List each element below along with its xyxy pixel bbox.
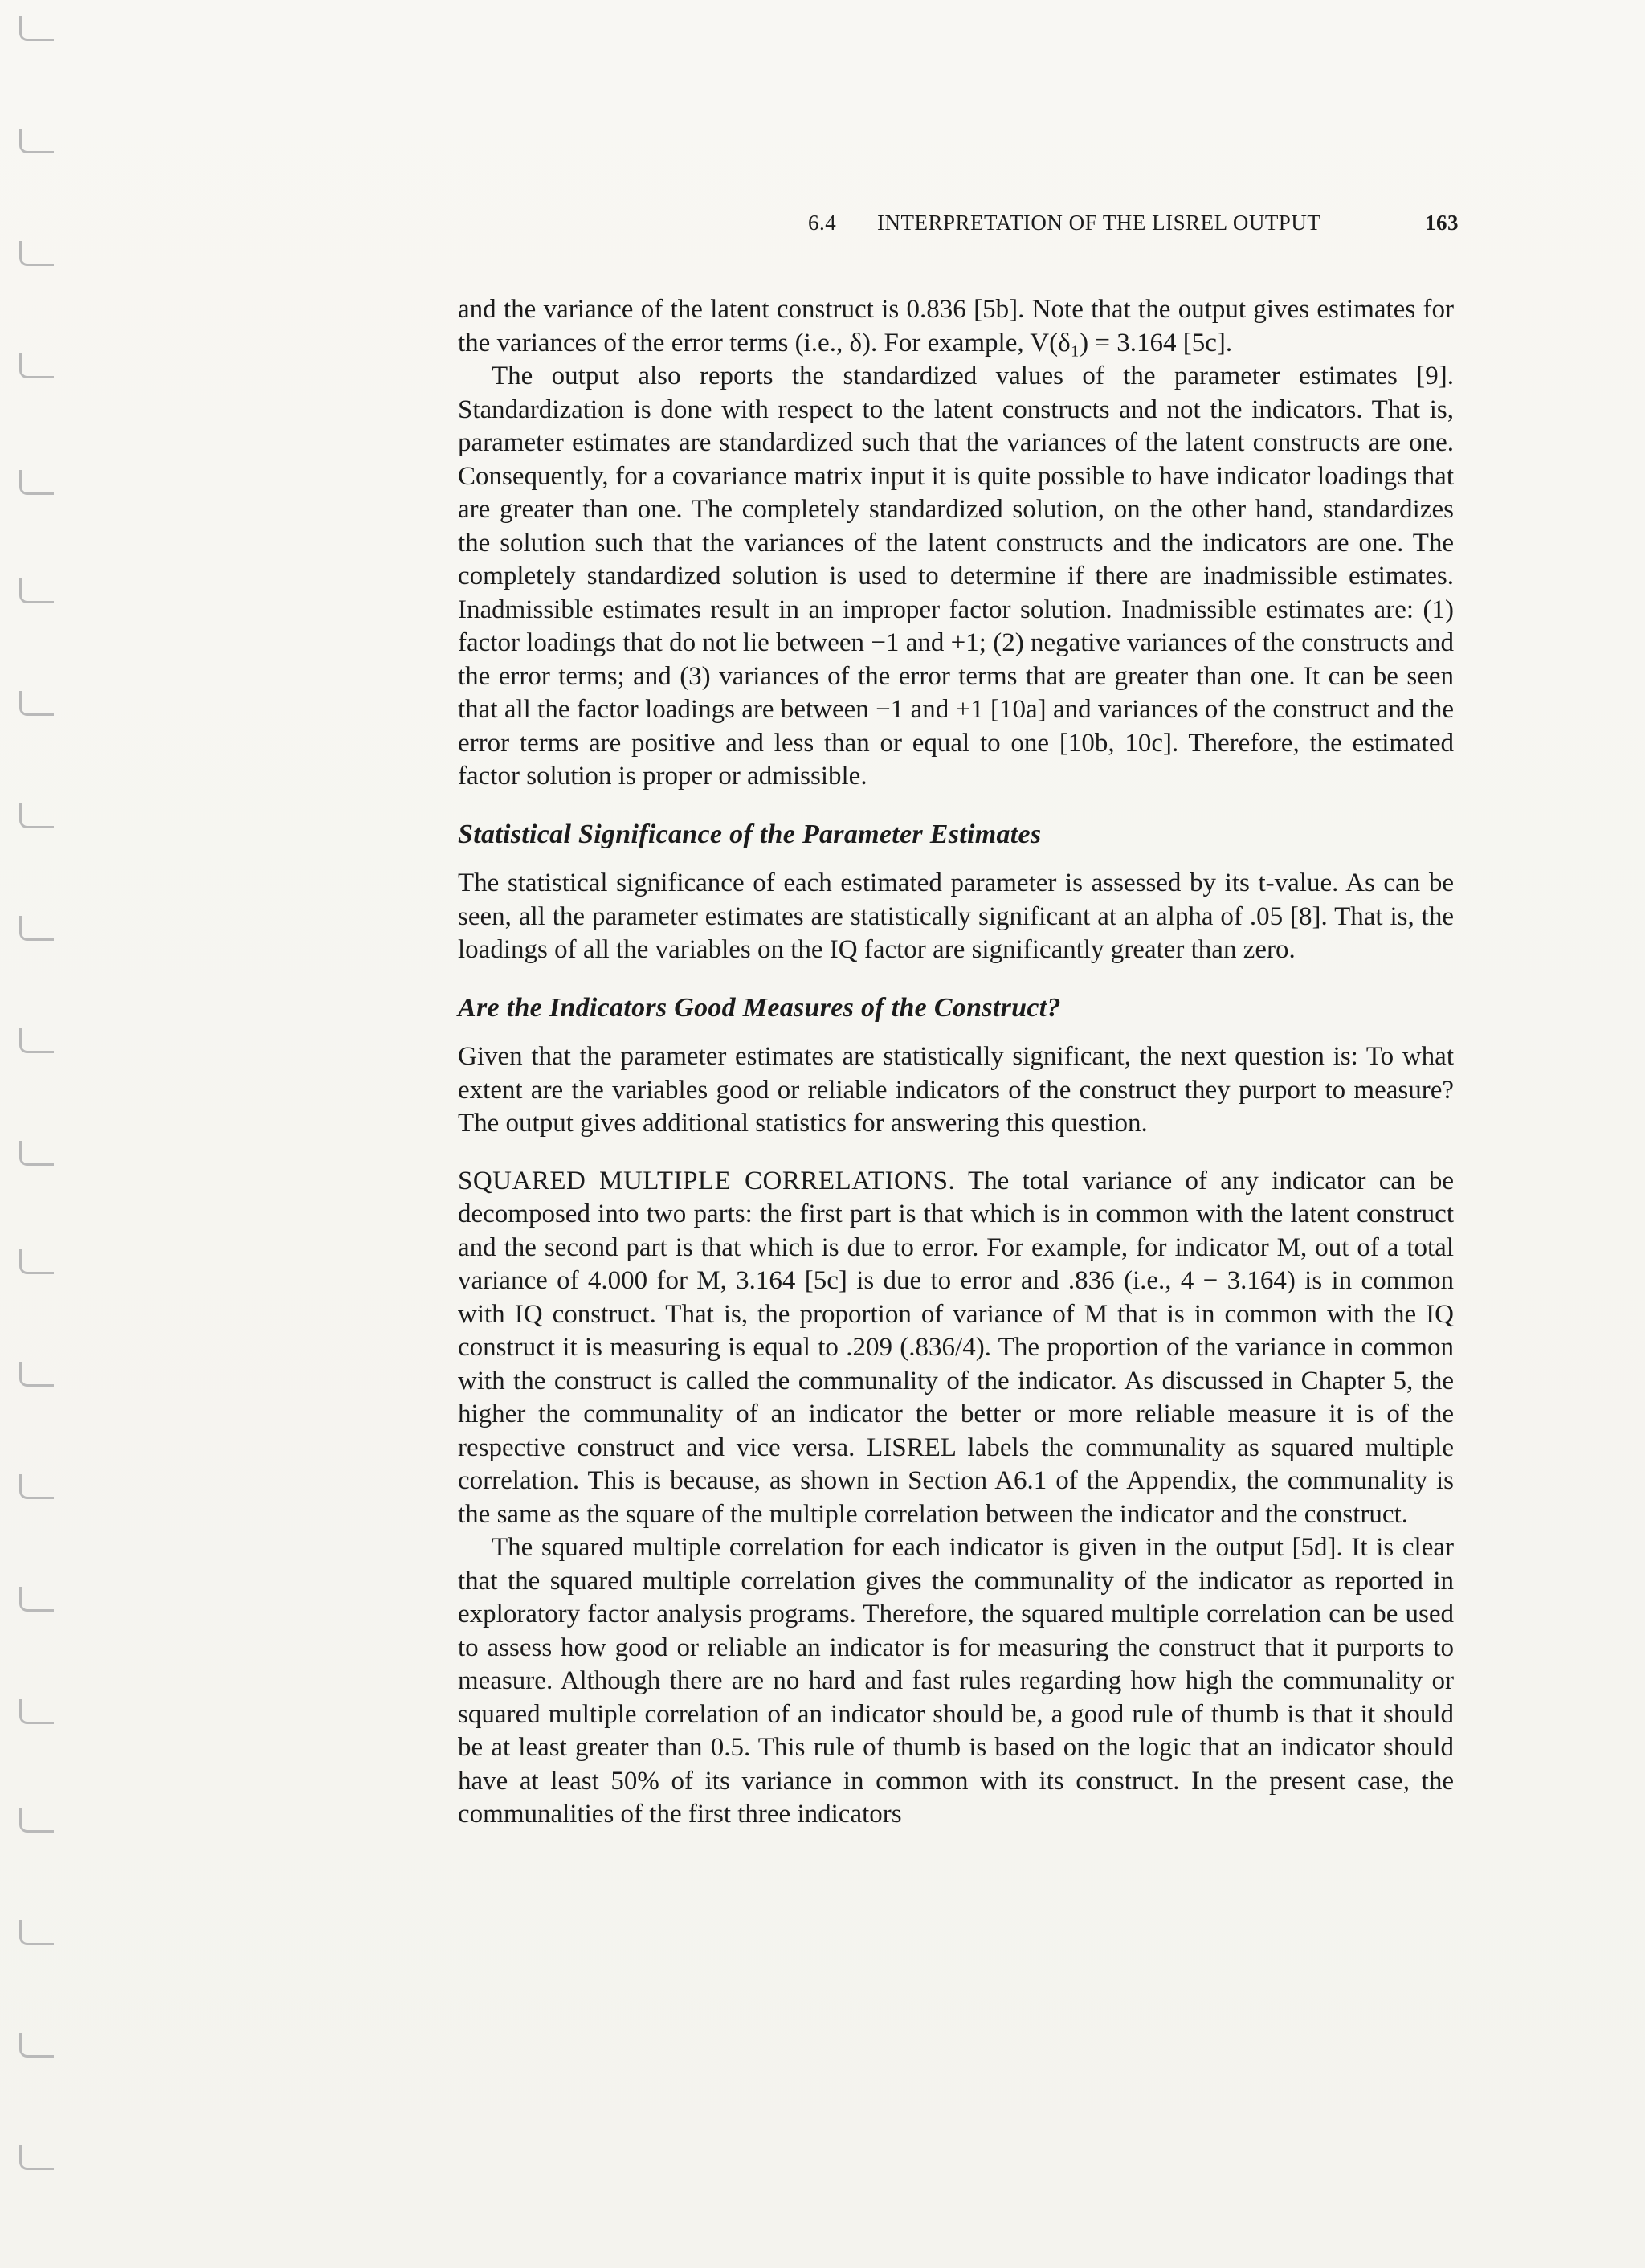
paragraph: and the variance of the latent construct is 0.836 [5b]. Note that the output gives estimates for the variances of the error terms (i.e., δ). For example, V(δ₁) = 3.164 [5c]. — [458, 295, 1454, 358]
running-header — [808, 210, 1459, 243]
section-title: INTERPRETATION OF THE LISREL OUTPUT — [877, 210, 1321, 235]
section-heading: Are the Indicators Good Measures of the Construct? — [458, 992, 1061, 1023]
binding-holes — [19, 0, 51, 2268]
section-heading: Statistical Significance of the Parameter Estimates — [458, 819, 1042, 849]
paragraph-text: The total variance of any indicator can be decomposed into two parts: the first part is that which is in common with the latent construct and the second part is that which is due to error. For example, for indicator M, out of a total variance of 4.000 for M, 3.164 [5c] is due to error and .836 (i.e., 4 − 3.164) is in common with IQ construct. That is, the proportion of variance of M that is in common with the IQ construct it is measuring is equal to .209 (.836/4). The proportion of the variance in common with the construct is called the communality of the indicator. As discussed in Chapter 5, the higher the communality of an indicator the better or more reliable measure it is of the respective construct and vice versa. LISREL labels the communality as squared multiple correlation. This is because, as shown in Section A6.1 of the Appendix, the communality is the same as the square of the multiple correlation between the indicator and the construct. — [458, 1166, 1454, 1529]
section-number: 6.4 — [808, 210, 837, 235]
run-in-heading: SQUARED MULTIPLE CORRELATIONS. — [458, 1166, 956, 1195]
paragraph — [458, 1165, 1454, 1532]
paragraph: The squared multiple correlation for each indicator is given in the output [5d]. It is clear that the squared multiple correlation gives the communality of the indicator as reported in exploratory factor analysis programs. Therefore, the squared multiple correlation can be used to assess how good or reliable an indicator is for measuring the construct that it purports to measure. Although there are no hard and fast rules regarding how high the communality or squared multiple correlation of an indicator should be, a good rule of thumb is that it should be at least greater than 0.5. This rule of thumb is based on the logic that an indicator should have at least 50% of its variance in common with its construct. In the present case, the communalities of the first three indicators — [458, 1533, 1454, 1829]
paragraph: The statistical significance of each estimated parameter is assessed by its t-value. As can be seen, all the parameter estimates are statistically significant at an alpha of .05 [8]. That is, the loadings of all the variables on the IQ factor are significantly greater than zero. — [458, 868, 1454, 964]
paragraph: The output also reports the standardized values of the parameter estimates [9]. Standardization is done with respect to the latent constructs and not the indicators. That is, parameter estimates are standardized such that the variances of the latent constructs are one. Consequently, for a covariance matrix input it is quite possible to have indicator loadings that are greater than one. The completely standardized solution, on the other hand, standardizes the solution such that the variances of the latent constructs and the indicators are one. The completely standardized solution is used to determine if there are inadmissible estimates. Inadmissible estimates result in an improper factor solution. Inadmissible estimates are: (1) factor loadings that do not lie between −1 and +1; (2) negative variances of the constructs and the error terms; and (3) variances of the error terms that are greater than one. It can be seen that all the factor loadings are between −1 and +1 [10a] and variances of the construct and the error terms are positive and less than or equal to one [10b, 10c]. Therefore, the estimated factor solution is proper or admissible. — [458, 362, 1454, 791]
page-number: 163 — [1425, 210, 1459, 235]
body-text — [458, 293, 1454, 1832]
paragraph: Given that the parameter estimates are statistically significant, the next question is: To what extent are the variables good or reliable indicators of the construct they purport to measure? The output gives additional statistics for answering this question. — [458, 1042, 1454, 1138]
